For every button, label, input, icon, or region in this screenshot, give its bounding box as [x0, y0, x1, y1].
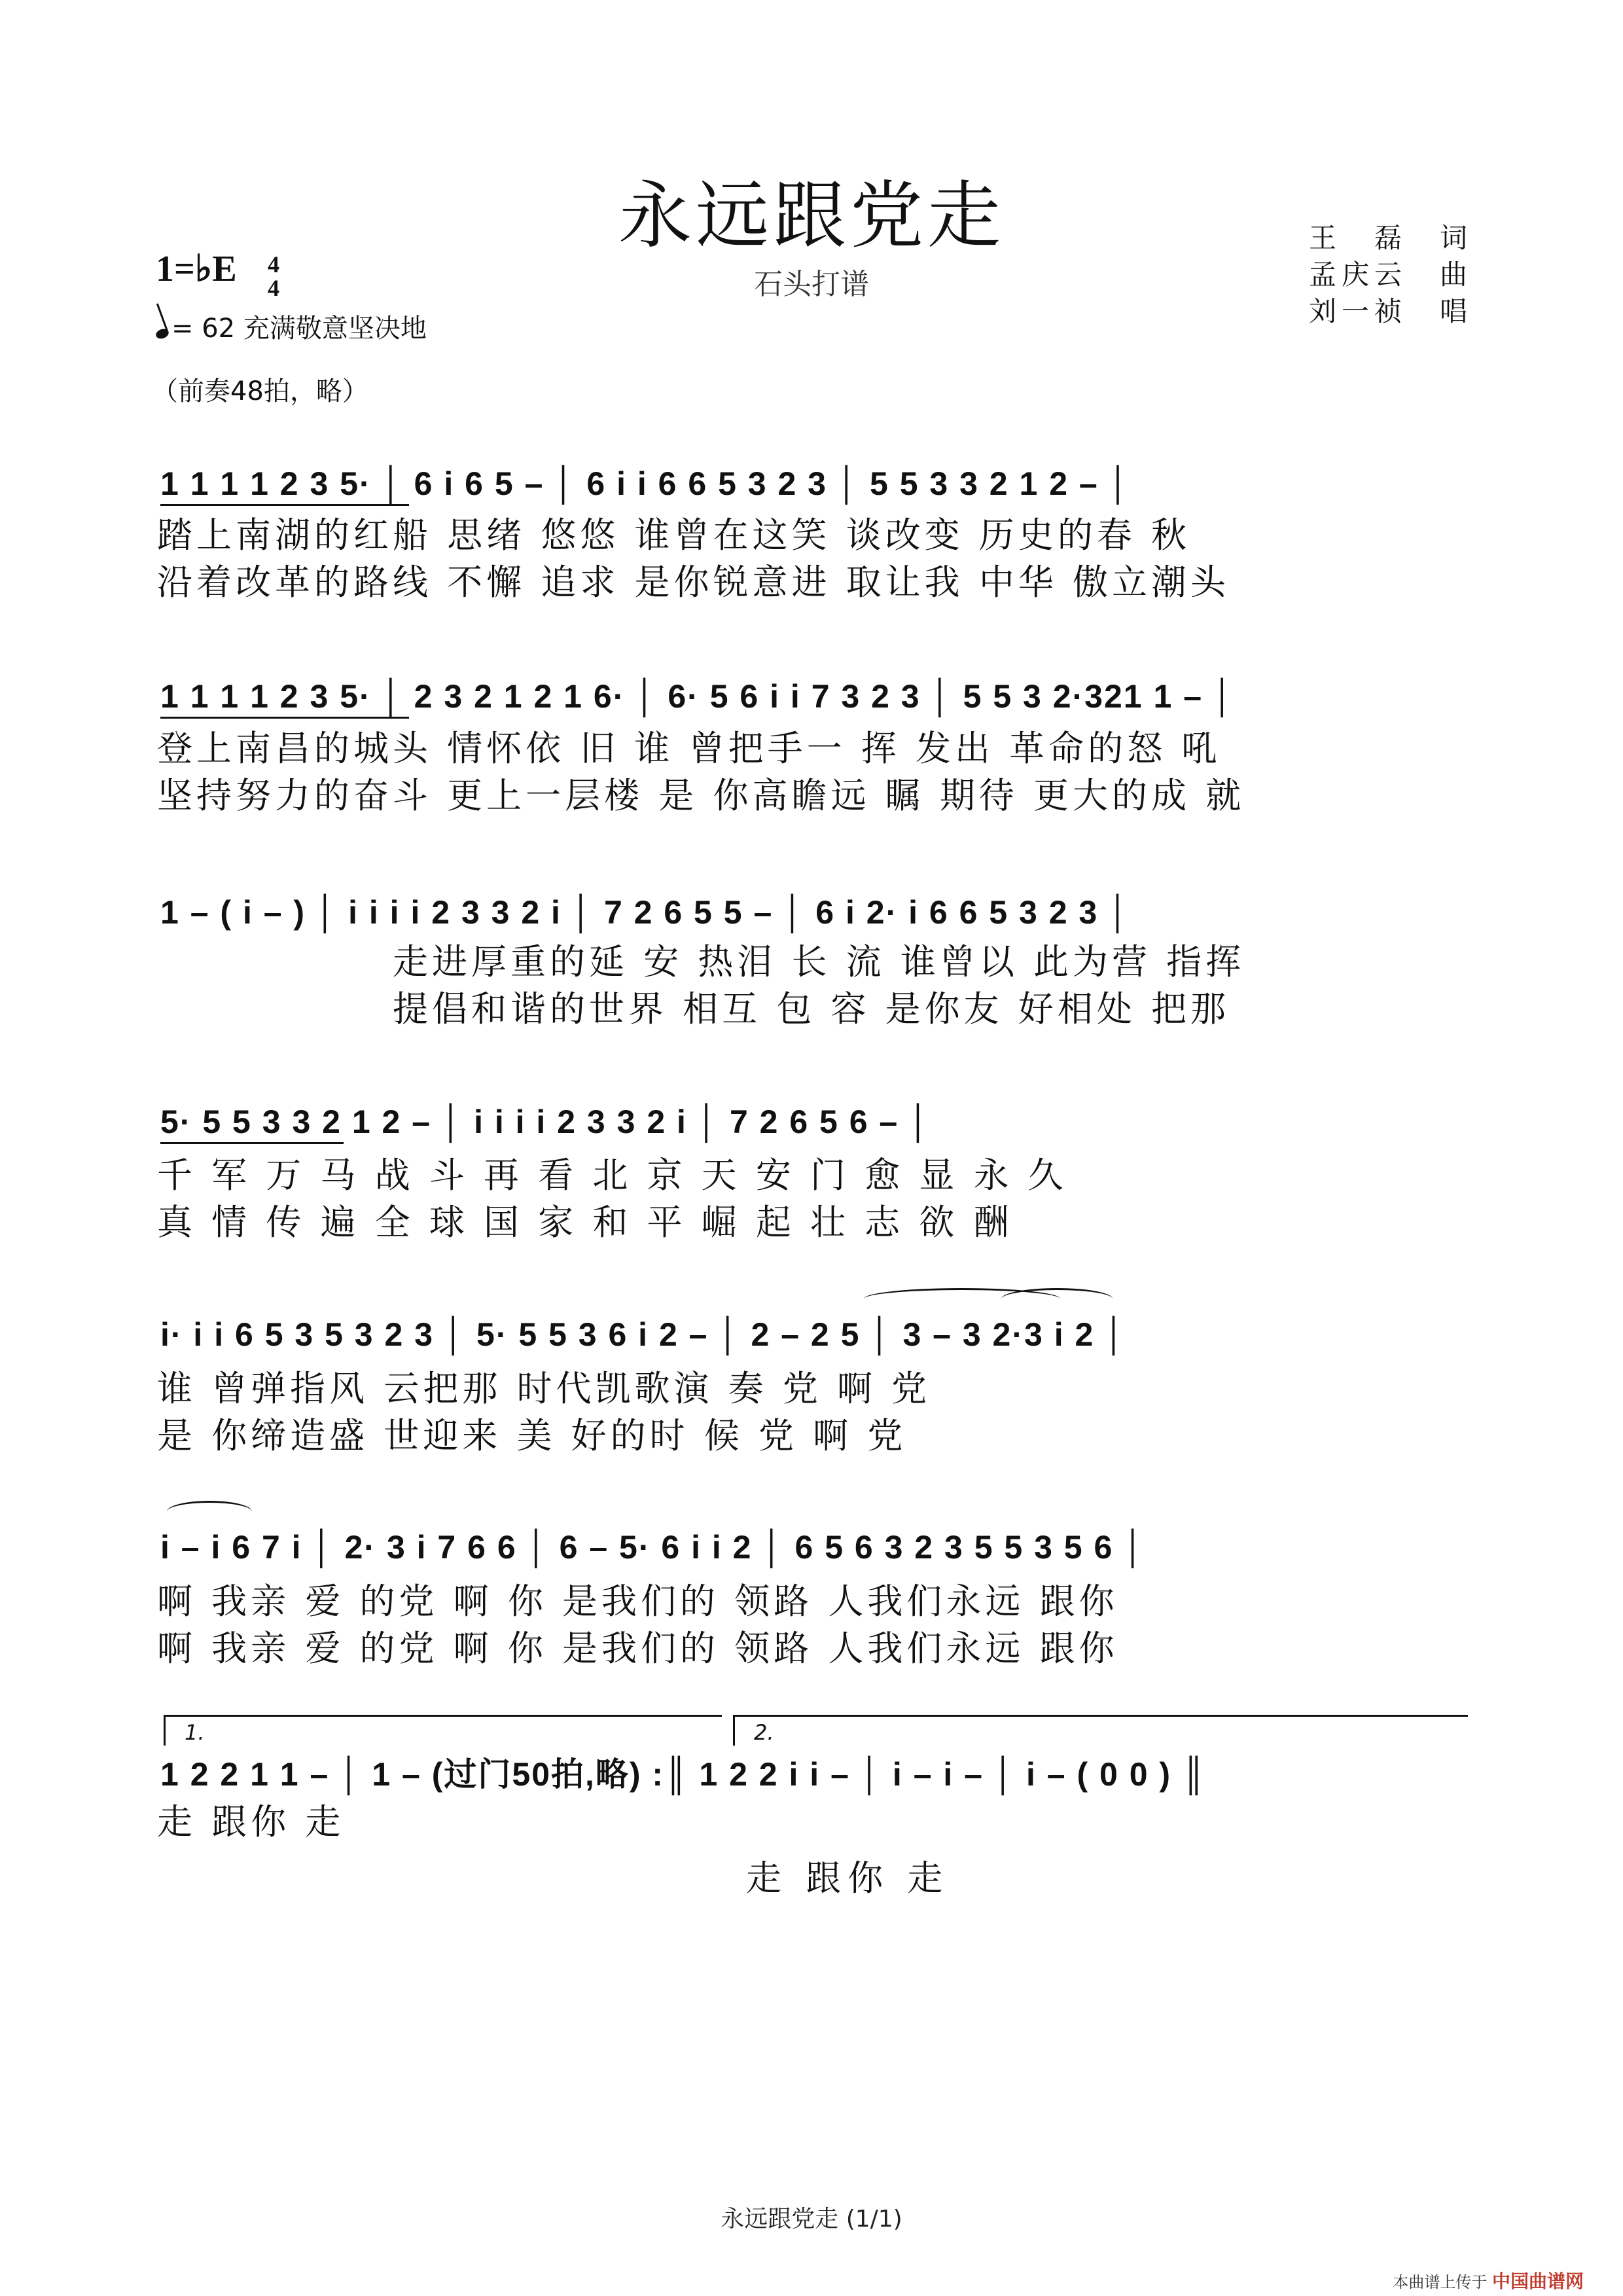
lyrics-verse-2: 啊 我亲 爱 的党 啊 你 是我们的 领路 人我们永远 跟你	[157, 1628, 1118, 1669]
upload-watermark	[1393, 2267, 1584, 2293]
lyrics-verse-1: 踏上南湖的红船 思绪 悠悠 谁曾在这笑 谈改变 历史的春 秋	[157, 514, 1190, 556]
key-signature: 1=♭E	[156, 249, 237, 289]
tempo-text: = 62 充满敬意坚决地	[171, 314, 427, 344]
composer-credit: 孟庆云 曲	[1308, 259, 1472, 291]
singer-credit: 刘一祯 唱	[1308, 295, 1472, 327]
beam-line	[160, 717, 409, 719]
tie-arc	[167, 1501, 252, 1522]
lyrics-verse-1: 登上南昌的城头 情怀依 旧 谁 曾把手一 挥 发出 革命的怒 吼	[157, 728, 1221, 769]
lyrics-verse-2: 真 情 传 遍 全 球 国 家 和 平 崛 起 壮 志 欲 酬	[157, 1202, 1013, 1243]
lyrics-verse-2: 走 跟你 走	[746, 1857, 950, 1899]
notation-line: 1 2 2 1 1 – │ 1 – (过门50拍,略) :║ 1 2 2 i i – │ i – i – │ i – ( 0 0 ) ║	[160, 1756, 1207, 1793]
site-brand: 中国曲谱网	[1491, 2270, 1584, 2292]
first-ending-label: 1.	[185, 1720, 205, 1745]
lyrics-verse-1: 走 跟你 走	[157, 1801, 345, 1842]
lyrics-verse-2: 是 你缔造盛 世迎来 美 好的时 候 党 啊 党	[157, 1415, 907, 1456]
lyrics-verse-1: 谁 曾弹指风 云把那 时代凯歌演 奏 党 啊 党	[157, 1368, 931, 1409]
time-signature-top: 4	[268, 251, 279, 278]
score-engraver: 石头打谱	[754, 268, 869, 301]
notation-line: 1 1 1 1 2 3 5· │ 6 i 6 5 – │ 6 i i 6 6 5 3 2 3 │ 5 5 3 3 2 1 2 – │	[160, 465, 1131, 502]
notation-line: 1 – ( i – ) │ i i i i 2 3 3 2 i │ 7 2 6 5 5 – │ 6 i 2· i 6 6 5 3 2 3 │	[160, 894, 1131, 931]
credits	[1309, 220, 1472, 330]
lyrics-verse-1: 千 军 万 马 战 斗 再 看 北 京 天 安 门 愈 显 永 久	[157, 1155, 1067, 1196]
notation-line: i – i 6 7 i │ 2· 3 i 7 6 6 │ 6 – 5· 6 i i 2 │ 6 5 6 3 2 3 5 5 3 5 6 │	[160, 1529, 1146, 1566]
song-title: 永远跟党走	[618, 173, 1005, 259]
second-ending-bracket	[733, 1715, 1468, 1746]
lyrics-verse-2: 沿着改革的路线 不懈 追求 是你锐意进 取让我 中华 傲立潮头	[157, 562, 1230, 603]
notation-line: 5· 5 5 3 3 2 1 2 – │ i i i i 2 3 3 2 i │ 7 2 6 5 6 – │	[160, 1103, 931, 1140]
lyrics-verse-2: 坚持努力的奋斗 更上一层楼 是 你高瞻远 瞩 期待 更大的成 就	[157, 775, 1245, 816]
beam-line	[160, 1142, 344, 1144]
lyricist-credit: 王 磊 词	[1308, 222, 1472, 254]
lyrics-verse-1: 啊 我亲 爱 的党 啊 你 是我们的 领路 人我们永远 跟你	[157, 1581, 1118, 1622]
lyrics-verse-2: 提倡和谐的世界 相互 包 容 是你友 好相处 把那	[393, 988, 1230, 1030]
notation-line: i· i i 6 5 3 5 3 2 3 │ 5· 5 5 3 6 i 2 – │ 2 – 2 5 │ 3 – 3 2·3 i 2 │	[160, 1316, 1127, 1353]
upload-note: 本曲谱上传于	[1393, 2273, 1488, 2291]
lyrics-verse-1: 走进厚重的延 安 热泪 长 流 谁曾以 此为营 指挥	[393, 941, 1245, 982]
beam-line	[160, 504, 409, 506]
prelude-note: （前奏48拍，略）	[152, 376, 368, 406]
time-signature-bottom: 4	[268, 275, 279, 301]
tempo-marking	[156, 308, 427, 345]
second-ending-label: 2.	[754, 1720, 774, 1745]
notation-line: 1 1 1 1 2 3 5· │ 2 3 2 1 2 1 6· │ 6· 5 6 i i 7 3 2 3 │ 5 5 3 2·321 1 – │	[160, 678, 1236, 715]
time-signature	[260, 253, 287, 300]
page-footer: 永远跟党走 (1/1)	[721, 2206, 902, 2233]
tie-arc	[1001, 1288, 1113, 1310]
first-ending-bracket	[164, 1715, 722, 1746]
quarter-note-icon	[154, 327, 170, 340]
